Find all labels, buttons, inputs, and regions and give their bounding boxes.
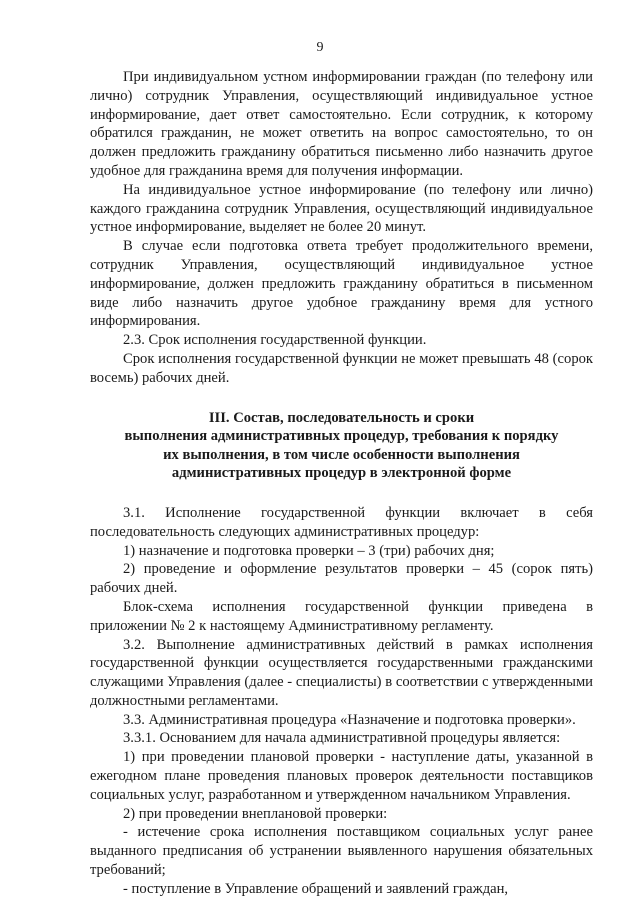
page-number: 9 [316,40,324,55]
paragraph: - поступление в Управление обращений и заявлений граждан, [123,880,509,897]
paragraph: 2) при проведении внеплановой проверки: [123,805,388,822]
section-heading-line: их выполнения, в том числе особенности выполнения [163,446,520,463]
section-heading-line: административных процедур в электронной форме [171,465,512,482]
paragraph: 3.1. Исполнение государственной функции включает в себя последовательность следующих административных процедур: [90,504,593,540]
paragraph: 1) при проведении плановой проверки - наступление даты, указанной в ежегодном плане проведения плановых проверок деятельности поставщиков социальных услуг, разработанном и утвержденном начальником Управления. [90,749,593,803]
paragraph: - истечение срока исполнения поставщиком социальных услуг ранее выданного предписания об устранении выявленного нарушения обязательных требований; [90,824,593,879]
section-heading-line: III. Состав, последовательность и сроки [208,409,475,426]
paragraph: Блок-схема исполнения государственной функции приведена в приложении № 2 к настоящему Административному регламенту. [90,598,593,634]
document-body [90,68,593,899]
paragraph: При индивидуальном устном информировании граждан (по телефону или лично) сотрудник Управления, осуществляющий индивидуальное устное информирование, дает ответ самостоятельно. Если сотрудник, к которому обратился гражданин, не может ответить на вопрос самостоятельно, то он должен предложить гражданину обратиться письменно либо назначить другое удобное для гражданина время для получения информации. [90,69,593,179]
section-heading [90,409,593,483]
paragraph: 3.3. Административная процедура «Назначение и подготовка проверки». [123,711,576,728]
paragraph: 3.3.1. Основанием для начала административной процедуры является: [123,730,561,747]
paragraph: В случае если подготовка ответа требует продолжительного времени, сотрудник Управления, осуществляющий индивидуальное устное информирование, должен предложить гражданину обратиться в письменном виде либо назначить другое удобное гражданину время для устного информирования. [90,238,593,330]
paragraph: Срок исполнения государственной функции не может превышать 48 (сорок восемь) рабочих дней. [90,350,593,386]
paragraph: 1) назначение и подготовка проверки – 3 (три) рабочих дня; [123,542,495,559]
paragraph: 3.2. Выполнение административных действий в рамках исполнения государственной функции осуществляется государственными гражданскими служащими Управления (далее - специалисты) в соответствии с утвержденными должностными регламентами. [90,636,593,709]
paragraph: 2.3. Срок исполнения государственной функции. [123,332,427,349]
paragraph: 2) проведение и оформление результатов проверки – 45 (сорок пять) рабочих дней. [90,561,593,597]
section-heading-line: выполнения административных процедур, требования к порядку [124,428,559,445]
paragraph: На индивидуальное устное информирование (по телефону или лично) каждого гражданина сотрудник Управления, осуществляющий индивидуальное устное информирование, выделяет не более 20 минут. [90,181,593,236]
